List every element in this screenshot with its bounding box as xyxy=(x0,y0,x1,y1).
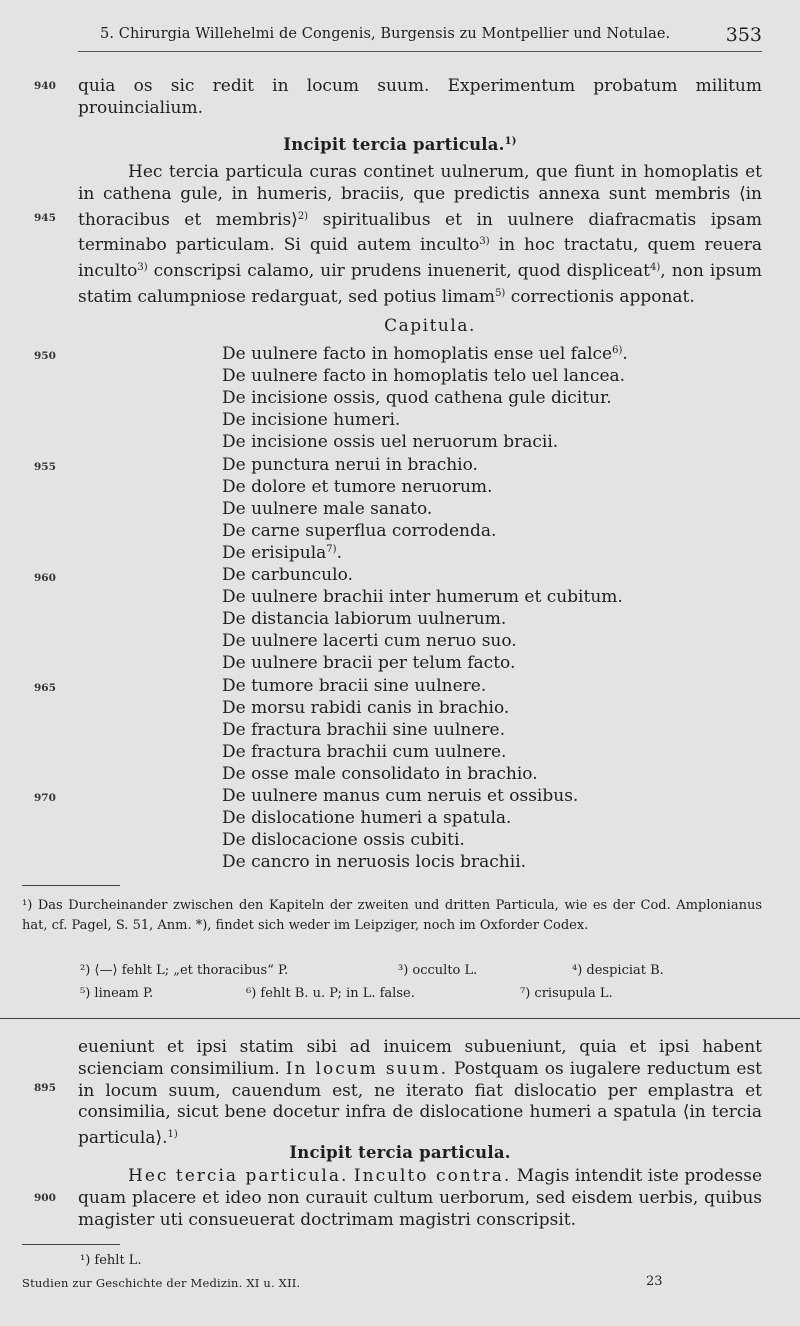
chapter-title: De uulnere manus cum neruis et ossibus. xyxy=(222,786,579,806)
chapter-title: De uulnere bracii per telum facto. xyxy=(222,653,516,674)
chapter-title-line xyxy=(222,499,432,519)
chapter-title-line xyxy=(222,698,509,718)
line-number: 970 xyxy=(34,792,56,804)
chapter-title-line xyxy=(222,808,511,828)
text-line-940: quia os sic redit in locum suum. Experimentum probatum militum prouincialium. xyxy=(78,76,762,118)
chapter-title: De uulnere facto in homoplatis telo uel lancea. xyxy=(222,366,626,387)
chapter-footnote-ref: 6) xyxy=(612,345,623,356)
footnote-6: ⁶) fehlt B. u. P; in L. false. xyxy=(246,986,415,1001)
chapter-title: De incisione humeri. xyxy=(222,410,401,431)
chapter-title-line xyxy=(222,587,623,607)
chapter-footnote-ref: 7) xyxy=(326,543,337,555)
series-footer: Studien zur Geschichte der Medizin. XI u. XII. xyxy=(22,1276,301,1290)
chapter-title: De fractura brachii cum uulnere. xyxy=(222,741,507,762)
chapter-title: De uulnere brachii inter humerum et cubitum. xyxy=(222,587,623,608)
chapter-title: De punctura nerui in brachio. xyxy=(222,454,478,475)
header-rule xyxy=(78,51,762,52)
chapter-title: De uulnere lacerti cum neruo suo. xyxy=(222,631,517,652)
footnote-separator xyxy=(22,885,120,886)
chapter-title: De incisione ossis, quod cathena gule dicitur. xyxy=(222,388,612,409)
chapter-title: De tumore bracii sine uulnere. xyxy=(222,675,487,696)
chapter-title: De osse male consolidato in brachio. xyxy=(222,763,538,784)
chapter-title: De dolore et tumore neruorum. xyxy=(222,476,493,497)
chapter-title-line xyxy=(222,521,496,541)
chapter-title: De cancro in neruosis locis brachii. xyxy=(222,852,527,873)
chapter-title-line xyxy=(222,432,558,452)
chapter-title-line xyxy=(222,344,628,364)
chapter-title-line xyxy=(222,631,517,651)
line-number: 950 xyxy=(34,350,56,362)
chapter-title: De morsu rabidi canis in brachio. xyxy=(222,697,510,718)
chapter-title-line xyxy=(222,388,612,408)
running-title: 5. Chirurgia Willehelmi de Congenis, Burgensis zu Montpellier und Notulae. xyxy=(100,26,671,42)
footnote-3: ³) occulto L. xyxy=(398,963,478,978)
chapter-title-line xyxy=(222,410,400,430)
line-number: 895 xyxy=(34,1082,56,1094)
chapter-title: De dislocatione humeri a spatula. xyxy=(222,808,512,829)
section-heading: Incipit tercia particula.$^{1)}$ xyxy=(283,135,517,154)
lower-footnote: ¹) fehlt L. xyxy=(80,1253,142,1268)
chapter-title: De fractura brachii sine uulnere. xyxy=(222,719,506,740)
chapter-title: De erisipula xyxy=(222,542,327,563)
page-number: 353 xyxy=(725,24,762,46)
chapter-title-end: . xyxy=(336,542,342,563)
chapter-title-line xyxy=(222,543,342,563)
chapter-title: De incisione ossis uel neruorum bracii. xyxy=(222,432,559,453)
chapter-title-line xyxy=(222,477,492,497)
chapter-title-line xyxy=(222,742,506,762)
chapter-title: De uulnere male sanato. xyxy=(222,498,433,519)
chapter-title: De dislocacione ossis cubiti. xyxy=(222,830,465,851)
line-number: 945 xyxy=(34,212,56,224)
footnote-4: ⁴) despiciat B. xyxy=(572,963,664,978)
chapter-title: De uulnere facto in homoplatis ense uel falce xyxy=(222,344,613,364)
chapter-title-line xyxy=(222,609,506,629)
intro-paragraph: Hec tercia particula curas continet uulnerum, que fiunt in homoplatis et in cathena gule, in humeris, braciis, que predictis annexa sunt membris ⟨in thoracibus et membris⟩$^{2)}$ spiritualibus et in uulnere diafracmatis ipsam terminabo particulam. Si quid autem inculto$^{3)}$ in hoc tractatu, quem reuera inculto$^{3)}$ conscripsi calamo, uir prudens inuenerit, quod displiceat$^{4)}$, non ipsum statim calumpniose redarguat, sed potius limam$^{5)}$ correctionis apponat. xyxy=(78,162,763,307)
chapter-title-line xyxy=(222,852,526,872)
chapter-title: De carbunculo. xyxy=(222,565,353,585)
footnote-7: ⁷) crisupula L. xyxy=(520,986,613,1001)
lower-paragraph: eueniunt et ipsi statim sibi ad inuicem subueniunt, quia et ipsi habent scienciam consimilium. In locum suum. Postquam os iugalere reductum est in locum suum, cauendum est, ne iterato fiat dislocatio per emplastra et consimilia, sicut bene docetur infra de dislocatione humeri a spatula ⟨in tercia particula⟩.$^{1)}$ xyxy=(78,1037,762,1149)
lower-heading: Incipit tercia particula. xyxy=(289,1143,511,1162)
signature-mark: 23 xyxy=(646,1274,663,1289)
footnote-1: ¹) Das Durcheinander zwischen den Kapiteln der zweiten und dritten Particula, wie es der Cod. Amplonianus hat, cf. Pagel, S. 51, Anm. *), findet sich weder im Leipziger, noch im Oxforder Codex. xyxy=(22,898,762,933)
chapter-title-line xyxy=(222,565,353,585)
chapter-title-line xyxy=(222,653,515,673)
chapter-title: De distancia labiorum uulnerum. xyxy=(222,609,507,630)
line-number: 960 xyxy=(34,572,56,584)
chapter-title-line xyxy=(222,366,625,386)
footnote-2: ²) ⟨—⟩ fehlt L; „et thoracibus“ P. xyxy=(80,963,289,978)
line-number: 965 xyxy=(34,682,56,694)
chapter-title-line xyxy=(222,455,478,475)
chapter-title-line xyxy=(222,676,486,696)
chapter-title: De carne superflua corrodenda. xyxy=(222,520,497,541)
chapter-title-end: . xyxy=(622,344,628,364)
capitula-title: Capitula. xyxy=(384,316,476,336)
page-header xyxy=(78,20,762,52)
line-number: 900 xyxy=(34,1192,56,1204)
footnote-5: ⁵) lineam P. xyxy=(80,986,154,1001)
section-divider xyxy=(0,1018,800,1019)
lower-commentary: Hec tercia particula. Inculto contra. Magis intendit iste prodesse quam placere et ideo non curauit cultum uerborum, sed eisdem uerbis, quibus magister uti consueuerat doctrimam magistri conscripsit. xyxy=(78,1166,763,1230)
chapter-title-line xyxy=(222,786,578,806)
chapter-title-line xyxy=(222,830,465,850)
chapter-title-line xyxy=(222,720,505,740)
line-number: 940 xyxy=(34,80,56,92)
lower-footnote-separator xyxy=(22,1244,120,1245)
chapter-title-line xyxy=(222,764,538,784)
line-number: 955 xyxy=(34,461,56,473)
